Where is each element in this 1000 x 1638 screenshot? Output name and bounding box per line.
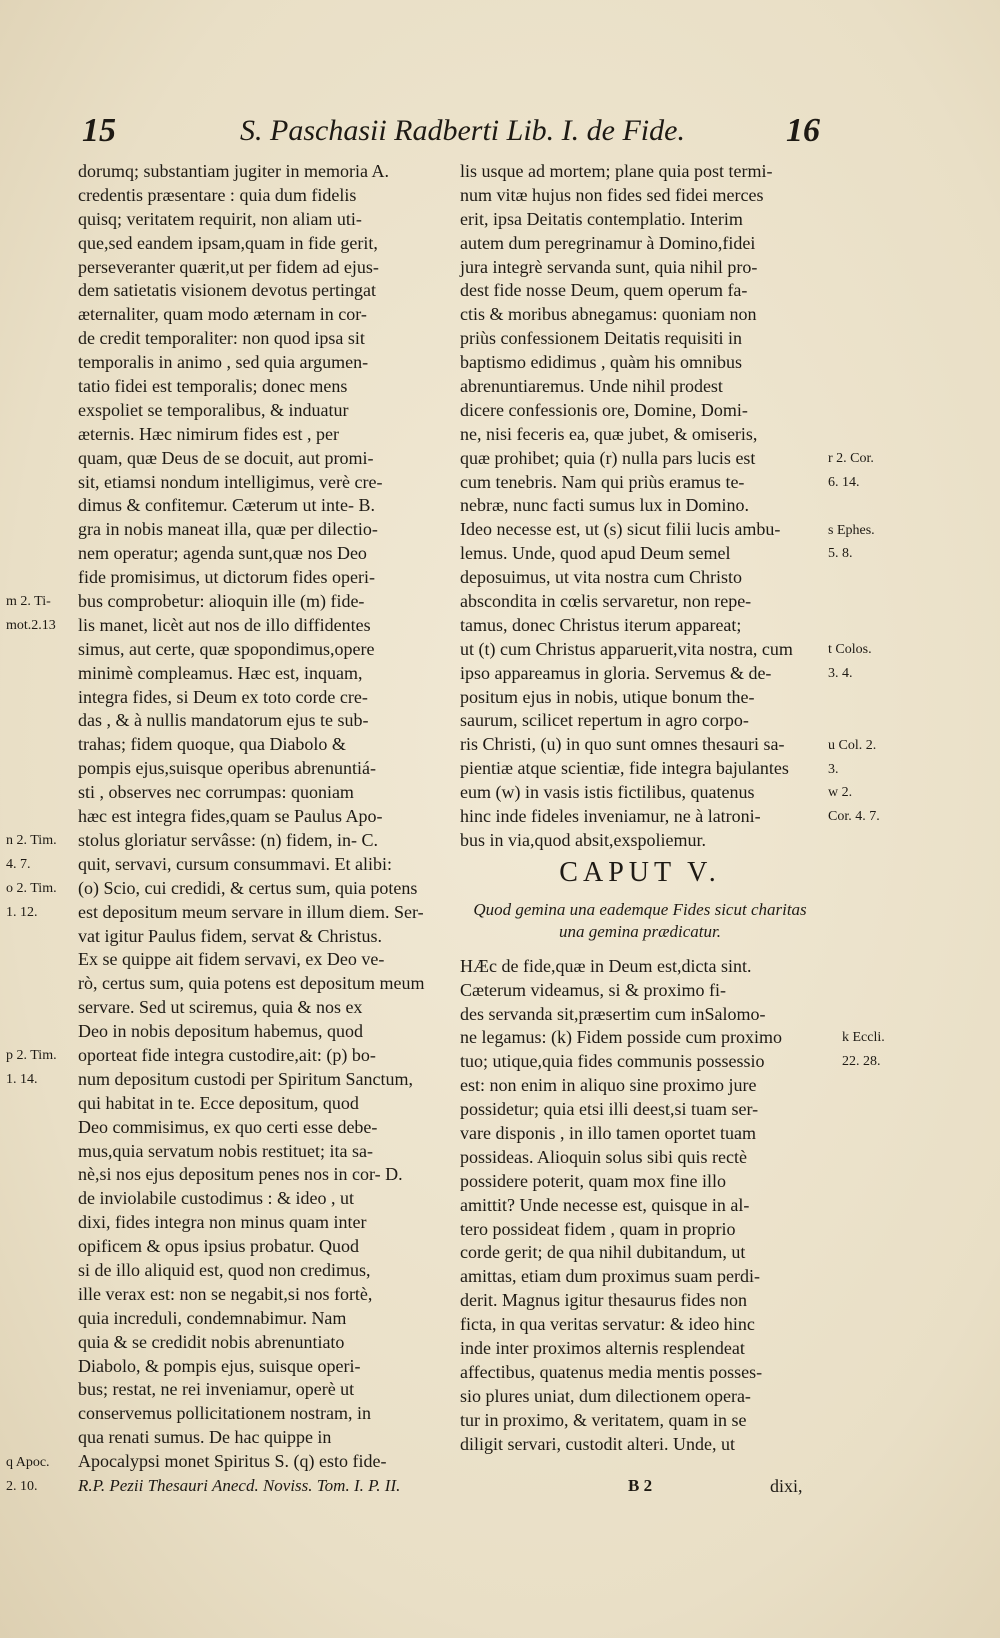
text-line: diligit servari, custodit alteri. Unde, ut [460,1433,735,1454]
text-line: tero possideat fidem , quam in proprio [460,1218,736,1239]
text-line: dicere confessionis ore, Domine, Domi- [460,399,748,420]
text-line: ficta, in qua veritas servatur: & ideo hinc [460,1314,755,1335]
text-line: dimus & confitemur. Cæterum ut inte- B. [78,495,375,516]
text-line: Diabolo, & pompis ejus, suisque operi- [78,1355,361,1376]
margin-reference: o 2. Tim. [6,881,57,896]
chapter-subtitle-line: una gemina prædicatur. [559,921,721,941]
text-line: Deo in nobis depositum habemus, quod [78,1021,363,1042]
text-line: ille verax est: non se negabit,si nos fortè, [78,1283,373,1304]
margin-reference: 1. 14. [6,1072,38,1088]
text-line: minimè compleamus. Hæc est, inquam, [78,662,363,683]
text-line: nem operatur; agenda sunt,quæ nos Deo [78,543,367,564]
text-line: cum tenebris. Nam qui priùs eramus te- [460,471,745,492]
text-line: perseveranter quærit,ut per fidem ad ejus- [78,256,379,277]
margin-reference: 5. 8. [828,546,853,562]
margin-reference: t Colos. [828,642,872,657]
right-column-top-text [460,160,820,853]
text-line: baptismo edidimus , quàm his omnibus [460,352,742,373]
text-line: possideas. Alioquin solus sibi quis rectè [460,1146,747,1167]
margin-reference: 1. 12. [6,904,38,920]
margin-reference: n 2. Tim. [6,833,57,849]
text-line: quæ prohibet; quia (r) nulla pars lucis est [460,447,756,468]
catchword: dixi, [770,1476,803,1496]
right-column-bottom-text [460,955,820,1457]
text-line: deposuimus, ut vita nostra cum Christo [460,567,742,588]
margin-reference: s Ephes. [828,522,875,538]
chapter-subtitle [460,899,820,943]
text-line: sti , observes nec corrumpas: quoniam [78,782,354,803]
text-line: dem satietatis visionem devotus pertingat [78,280,376,301]
text-line: das , & à nullis mandatorum ejus te sub- [78,710,369,731]
text-line: sit, etiamsi nondum intelligimus, verè cre- [78,471,383,492]
text-line: tatio fidei est temporalis; donec mens [78,376,348,397]
margin-reference: mot.2.13 [6,618,56,634]
text-line: tuo; utique,quia fides communis possessio [460,1051,765,1072]
text-line: æternaliter, quam modo æternam in cor- [78,304,367,325]
text-line: de credit temporaliter: non quod ipsa sit [78,328,365,349]
text-line: inde inter proximos alternis resplendeat [460,1337,745,1358]
text-line: simus, aut certe, quæ spopondimus,opere [78,638,375,659]
text-line: bus; restat, ne rei inveniamur, operè ut [78,1379,355,1400]
text-line: conservemus pollicitationem nostram, in [78,1403,371,1424]
text-line: erit, ipsa Deitatis contemplatio. Interim [460,208,743,229]
text-line: sio plures uniat, dum dilectionem opera- [460,1385,751,1406]
text-line: possidere poterit, quam mox fine illo [460,1170,726,1191]
margin-reference: q Apoc. [6,1454,50,1470]
running-title: S. Paschasii Radberti Lib. I. de Fide. [240,114,685,147]
page-number-right: 16 [786,112,820,149]
text-line: saurum, scilicet repertum in agro corpo- [460,710,749,731]
margin-reference: 6. 14. [828,474,860,490]
footer-note: R.P. Pezii Thesauri Anecd. Noviss. Tom. I. P. II. [78,1476,401,1495]
text-line: lemus. Unde, quod apud Deum semel [460,543,731,564]
text-line: pientiæ atque scientiæ, fide integra bajulantes [460,758,789,779]
text-line: gra in nobis maneat illa, quæ per dilectio- [78,519,378,540]
text-line: fide promisimus, ut dictorum fides operi- [78,567,375,588]
text-line: ne, nisi feceris ea, quæ jubet, & omiseris, [460,423,758,444]
text-line: æternis. Hæc nimirum fides est , per [78,423,339,444]
text-line: corde gerit; de qua nihil dubitandum, ut [460,1242,746,1263]
text-line: est: non enim in aliquo sine proximo jure [460,1075,757,1096]
text-line: credentis præsentare : quia dum fidelis [78,184,357,205]
margin-reference: 3. [828,761,839,777]
margin-reference: 4. 7. [6,857,31,873]
left-text-column [78,160,440,1474]
text-line: dest fide nosse Deum, quem operum fa- [460,280,748,301]
text-line: autem dum peregrinamur à Domino,fidei [460,232,756,253]
text-line: Ex se quippe ait fidem servavi, ex Deo ve- [78,949,385,970]
text-line: lis usque ad mortem; plane quia post termi- [460,161,773,181]
text-line: bus in via,quod absit,exspoliemur. [460,829,706,850]
text-line: hæc est integra fides,quam se Paulus Apo- [78,806,383,827]
text-line: bus comprobetur: alioquin ille (m) fide- [78,591,365,612]
signature-mark: B 2 [628,1476,653,1495]
text-line: quam, quæ Deus de se docuit, aut promi- [78,447,374,468]
text-line: que,sed eandem ipsam,quam in fide gerit, [78,232,378,253]
text-line: tur in proximo, & veritatem, quam in se [460,1409,747,1430]
text-line: de inviolabile custodimus : & ideo , ut [78,1188,354,1209]
text-line: qua renati sumus. De hac quippe in [78,1427,332,1448]
margin-reference: r 2. Cor. [828,450,874,466]
text-line: oporteat fide integra custodire,ait: (p) bo- [78,1044,376,1065]
margin-reference: p 2. Tim. [6,1048,57,1064]
text-line: Apocalypsi monet Spiritus S. (q) esto fide- [78,1451,387,1472]
text-line: servare. Sed ut sciremus, quia & nos ex [78,997,363,1018]
text-line: num depositum custodi per Spiritum Sanctum, [78,1068,413,1089]
text-line: (o) Scio, cui credidi, & certus sum, quia potens [78,877,418,898]
page-number-left: 15 [82,112,116,149]
text-line: abrenuntiaremus. Unde nihil prodest [460,376,723,397]
text-line: temporalis in animo , sed quia argumen- [78,352,369,373]
text-line: amittit? Unde necesse est, quisque in al- [460,1194,750,1215]
text-line: vare disponis , in illo tamen oportet tuam [460,1122,756,1143]
text-line: si de illo aliquid est, quod non credimus, [78,1259,371,1280]
text-line: amittas, etiam dum proximus suam perdi- [460,1266,760,1287]
text-line: abscondita in cœlis servaretur, non repe- [460,591,752,612]
page-header [0,112,1000,160]
text-line: stolus gloriatur servâsse: (n) fidem, in- C. [78,829,378,850]
text-line: priùs confessionem Deitatis requisiti in [460,328,742,349]
text-line: quit, servavi, cursum consummavi. Et alibi: [78,853,392,874]
text-line: ne legamus: (k) Fidem posside cum proximo [460,1027,782,1048]
text-line: vat igitur Paulus fidem, servat & Christus. [78,925,382,946]
text-line: dorumq; substantiam jugiter in memoria A. [78,161,389,181]
margin-reference: m 2. Ti- [6,594,51,610]
margin-reference: w 2. [828,785,853,801]
text-line: possidetur; quia etsi illi deest,si tuam ser- [460,1099,759,1120]
text-line: Cæterum videamus, si & proximo fi- [460,979,726,1000]
margin-reference: 3. 4. [828,665,853,681]
text-line: eum (w) in vasis istis fictilibus, quatenus [460,782,755,803]
text-line: num vitæ hujus non fides sed fidei merces [460,184,764,205]
text-line: ut (t) cum Christus apparuerit,vita nostra, cum [460,638,793,659]
text-line: quia increduli, condemnabimur. Nam [78,1307,347,1328]
text-line: rò, certus sum, quia potens est depositum meum [78,973,425,994]
text-line: qui habitat in te. Ecce depositum, quod [78,1092,359,1113]
text-line: trahas; fidem quoque, qua Diabolo & [78,734,346,755]
text-line: exspoliet se temporalibus, & induatur [78,399,349,420]
text-line: ctis & moribus abnegamus: quoniam non [460,304,757,325]
text-line: tamus, donec Christus iterum appareat; [460,614,742,635]
text-line: opificem & opus ipsius probatur. Quod [78,1236,359,1257]
text-line: dixi, fides integra non minus quam inter [78,1212,367,1233]
margin-reference: u Col. 2. [828,737,877,753]
chapter-heading: CAPUT V. [559,856,721,888]
text-line: ris Christi, (u) in quo sunt omnes thesauri sa- [460,734,785,755]
text-line: pompis ejus,suisque operibus abrenuntiá- [78,758,376,779]
text-line: hinc inde fideles inveniamur, ne à latroni- [460,806,761,827]
text-line: mus,quia servatum nobis restituet; ita sa- [78,1140,373,1161]
text-line: nebræ, nunc facti sumus lux in Domino. [460,495,749,516]
text-line: derit. Magnus igitur thesaurus fides non [460,1290,747,1311]
text-line: quia & se credidit nobis abrenuntiato [78,1331,345,1352]
text-line: est depositum meum servare in illum diem. Ser- [78,901,424,922]
text-line: affectibus, quatenus media mentis posses- [460,1361,763,1382]
text-line: Ideo necesse est, ut (s) sicut filii lucis ambu- [460,519,781,540]
text-line: HÆc de fide,quæ in Deum est,dicta sint. [460,955,752,976]
text-line: des servanda sit,præsertim cum inSalomo- [460,1003,766,1024]
chapter-subtitle-line: Quod gemina una eademque Fides sicut charitas [473,899,807,919]
text-line: lis manet, licèt aut nos de illo diffidentes [78,614,371,635]
margin-reference: 22. 28. [842,1054,881,1070]
text-line: ipso appareamus in gloria. Servemus & de- [460,662,772,683]
text-line: positum ejus in nobis, utique bonum the- [460,686,755,707]
text-line: nè,si nos ejus depositum penes nos in cor- D. [78,1164,403,1185]
margin-reference: 2. 10. [6,1478,38,1494]
margin-reference: k Eccli. [842,1030,885,1046]
text-line: Deo commisimus, ex quo certi esse debe- [78,1116,378,1137]
text-line: jura integrè servanda sunt, quia nihil pro- [460,256,758,277]
text-line: quisq; veritatem requirit, non aliam uti- [78,208,362,229]
margin-reference: Cor. 4. 7. [828,809,880,825]
text-line: integra fides, si Deum ex toto corde cre- [78,686,368,707]
right-text-column [460,160,820,1456]
